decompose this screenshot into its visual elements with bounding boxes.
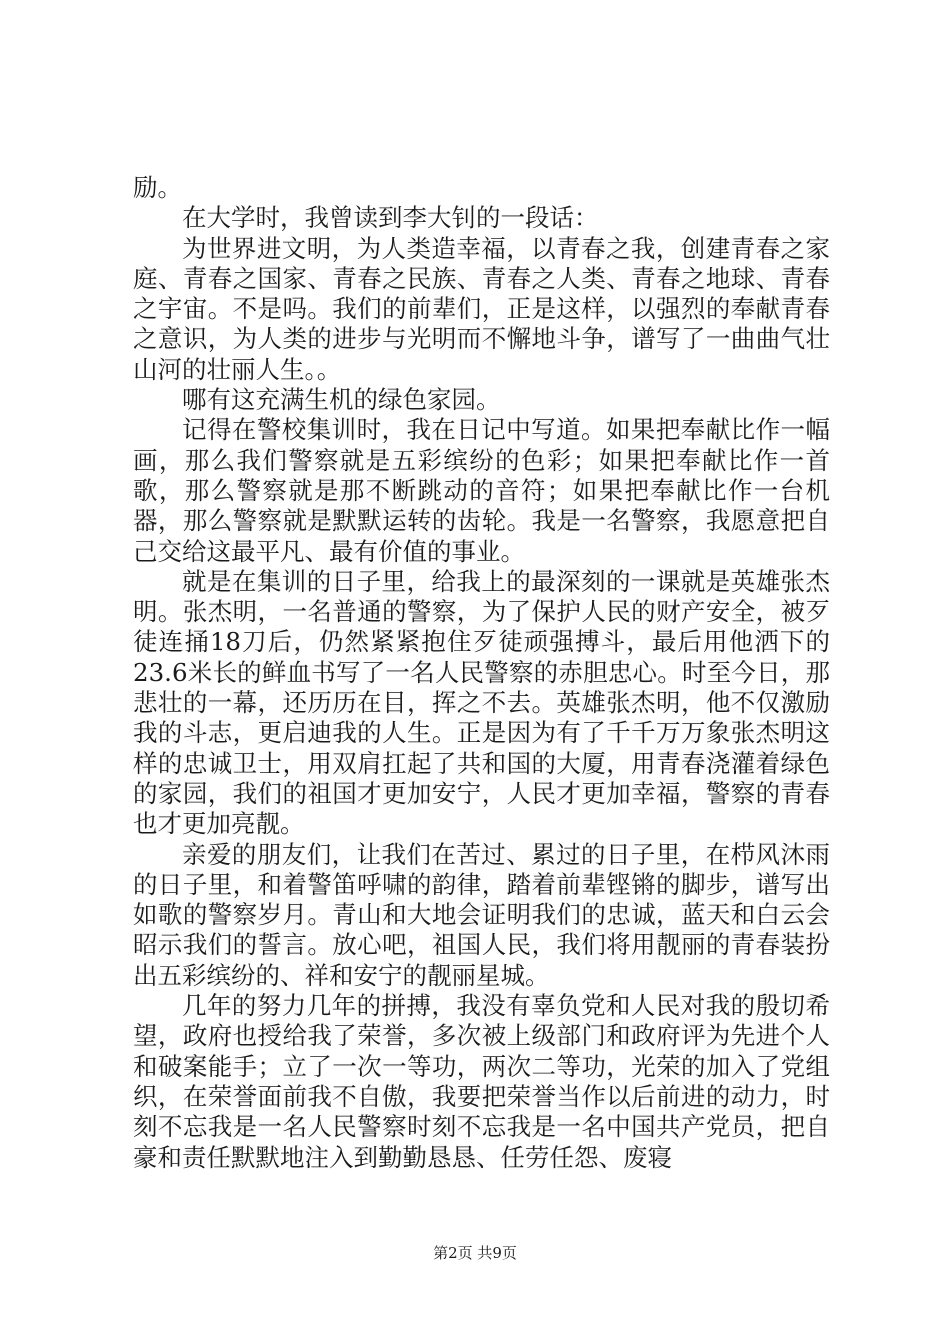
paragraph-4: 哪有这充满生机的绿色家园。 xyxy=(182,385,501,415)
paragraph-7: 亲爱的朋友们，让我们在苦过、累过的日子里，在栉风沐雨的日子里，和着警笛呼啸的韵律，踏着前辈铿锵的脚步，谱写出如歌的警察岁月。青山和大地会证明我们的忠诚，蓝天和白云会昭示我们的誓言。放心吧，祖国人民，我们将用靓丽的青春装扮出五彩缤纷的、祥和安宁的靓丽星城。 xyxy=(133,839,830,990)
paragraph-8: 几年的努力几年的拼搏，我没有辜负党和人民对我的殷切希望，政府也授给我了荣誉，多次被上级部门和政府评为先进个人和破案能手；立了一次一等功，两次二等功，光荣的加入了党组织，在荣誉面前我不自傲，我要把荣誉当作以后前进的动力，时刻不忘我是一名人民警察时刻不忘我是一名中国共产党员，把自豪和责任默默地注入到勤勤恳恳、任劳任怨、废寝 xyxy=(133,991,830,1172)
paragraph-2: 在大学时，我曾读到李大钊的一段话： xyxy=(182,203,599,233)
paragraph-5: 记得在警校集训时，我在日记中写道。如果把奉献比作一幅画，那么我们警察就是五彩缤纷的色彩；如果把奉献比作一首歌，那么警察就是那不断跳动的音符；如果把奉献比作一台机器，那么警察就是默默运转的齿轮。我是一名警察，我愿意把自己交给这最平凡、最有价值的事业。 xyxy=(133,415,830,566)
page-footer: 第2页 共9页 xyxy=(433,1244,517,1262)
paragraph-3: 为世界进文明，为人类造幸福，以青春之我，创建青春之家庭、青春之国家、青春之民族、青春之人类、青春之地球、青春之宇宙。不是吗。我们的前辈们，正是这样，以强烈的奉献青春之意识，为人类的进步与光明而不懈地斗争，谱写了一曲曲气壮山河的壮丽人生。。 xyxy=(133,233,830,384)
paragraph-1: 励。 xyxy=(133,173,182,202)
document-body xyxy=(133,173,830,1173)
paragraph-6: 就是在集训的日子里，给我上的最深刻的一课就是英雄张杰明。张杰明，一名普通的警察，为了保护人民的财产安全，被歹徒连捅18刀后，仍然紧紧抱住歹徒顽强搏斗，最后用他洒下的23.6米长的鲜血书写了一名人民警察的赤胆忠心。时至今日，那悲壮的一幕，还历历在目，挥之不去。英雄张杰明，他不仅激励我的斗志，更启迪我的人生。正是因为有了千千万万象张杰明这样的忠诚卫士，用双肩扛起了共和国的大厦，用青春浇灌着绿色的家园，我们的祖国才更加安宁，人民才更加幸福，警察的青春也才更加亮靓。 xyxy=(133,566,830,839)
